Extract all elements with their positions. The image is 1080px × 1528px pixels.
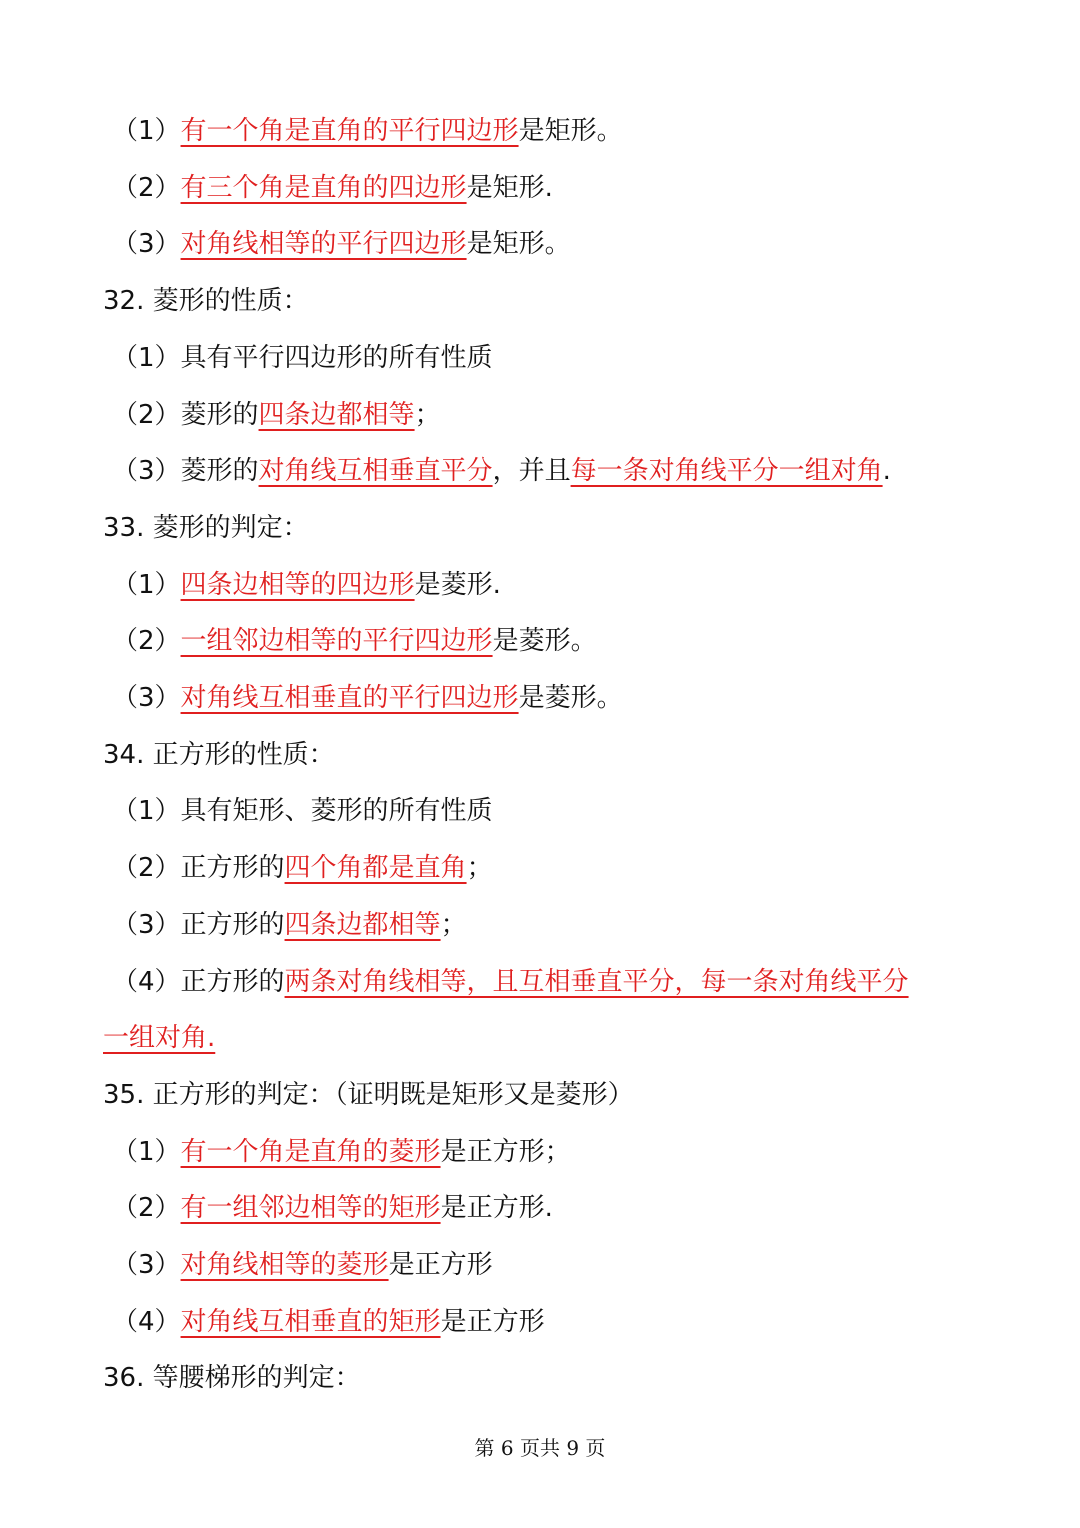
section-heading (103, 279, 309, 323)
line-text: （3） (112, 229, 181, 259)
line-text: 是菱形。 (518, 683, 623, 713)
line-text: 32. 菱形的性质： (103, 286, 309, 316)
section-heading (103, 1356, 361, 1400)
line-text: ，并且 (492, 456, 571, 486)
line-text: 是矩形。 (518, 116, 623, 146)
text-line (103, 1016, 215, 1060)
highlighted-answer: 四个角都是直角 (284, 853, 467, 883)
highlighted-answer: 四条边都相等 (258, 400, 415, 430)
line-text: 是正方形 (388, 1250, 493, 1280)
line-text: （1）具有矩形、菱形的所有性质 (112, 796, 493, 826)
line-text: 36. 等腰梯形的判定： (103, 1363, 361, 1393)
text-line (112, 846, 493, 890)
text-line (112, 222, 571, 266)
line-text: ； (440, 910, 467, 940)
highlighted-answer: 对角线互相垂直的平行四边形 (180, 683, 519, 713)
highlighted-answer: 对角线相等的菱形 (180, 1250, 389, 1280)
text-line (112, 676, 623, 720)
line-text: （1） (112, 116, 181, 146)
highlighted-answer: 两条对角线相等，且互相垂直平分，每一条对角线平分 (284, 967, 909, 997)
text-line (112, 1186, 553, 1230)
highlighted-answer: 有一组邻边相等的矩形 (180, 1193, 441, 1223)
line-text: 是正方形 (440, 1307, 545, 1337)
line-text: 是菱形. (414, 570, 501, 600)
line-text: 是菱形。 (492, 626, 597, 656)
text-line (112, 336, 493, 380)
section-heading (103, 733, 335, 777)
highlighted-answer: 每一条对角线平分一组对角 (570, 456, 883, 486)
highlighted-answer: 一组邻边相等的平行四边形 (180, 626, 493, 656)
text-line (112, 960, 909, 1004)
text-line (112, 449, 891, 493)
section-heading (103, 1073, 634, 1117)
line-text: ； (466, 853, 493, 883)
highlighted-answer: 四条边都相等 (284, 910, 441, 940)
highlighted-answer: 对角线互相垂直平分 (258, 456, 493, 486)
text-line (112, 563, 501, 607)
text-line (112, 109, 623, 153)
highlighted-answer: 有一个角是直角的菱形 (180, 1137, 441, 1167)
line-text: （3）菱形的 (112, 456, 259, 486)
line-text: 33. 菱形的判定： (103, 513, 309, 543)
line-text: （2） (112, 1193, 181, 1223)
line-text: 是正方形； (440, 1137, 571, 1167)
highlighted-answer: 有一个角是直角的平行四边形 (180, 116, 519, 146)
line-text: （1）具有平行四边形的所有性质 (112, 343, 493, 373)
line-text: （4） (112, 1307, 181, 1337)
line-text: 35. 正方形的判定：（证明既是矩形又是菱形） (103, 1080, 634, 1110)
section-heading (103, 506, 309, 550)
line-text: （2） (112, 173, 181, 203)
line-text: （4）正方形的 (112, 967, 285, 997)
line-text: 34. 正方形的性质： (103, 740, 335, 770)
text-line (112, 1243, 493, 1287)
text-line (112, 903, 467, 947)
line-text: （1） (112, 1137, 181, 1167)
text-line (112, 1130, 571, 1174)
line-text: （2）正方形的 (112, 853, 285, 883)
line-text: （3） (112, 683, 181, 713)
line-text: （3） (112, 1250, 181, 1280)
line-text: 是矩形。 (466, 229, 571, 259)
highlighted-answer: 对角线相等的平行四边形 (180, 229, 467, 259)
text-line (112, 1300, 545, 1344)
page-footer: 第 6 页共 9 页 (474, 1436, 606, 1460)
line-text: 是矩形. (466, 173, 553, 203)
text-line (112, 166, 553, 210)
line-text: （1） (112, 570, 181, 600)
line-text: . (882, 456, 891, 486)
highlighted-answer: 有三个角是直角的四边形 (180, 173, 467, 203)
line-text: （2）菱形的 (112, 400, 259, 430)
line-text: ； (414, 400, 441, 430)
highlighted-answer: 一组对角. (103, 1023, 216, 1053)
line-text: （3）正方形的 (112, 910, 285, 940)
highlighted-answer: 四条边相等的四边形 (180, 570, 415, 600)
text-line (112, 619, 597, 663)
line-text: （2） (112, 626, 181, 656)
text-line (112, 789, 493, 833)
highlighted-answer: 对角线互相垂直的矩形 (180, 1307, 441, 1337)
text-line (112, 393, 441, 437)
line-text: 是正方形. (440, 1193, 553, 1223)
